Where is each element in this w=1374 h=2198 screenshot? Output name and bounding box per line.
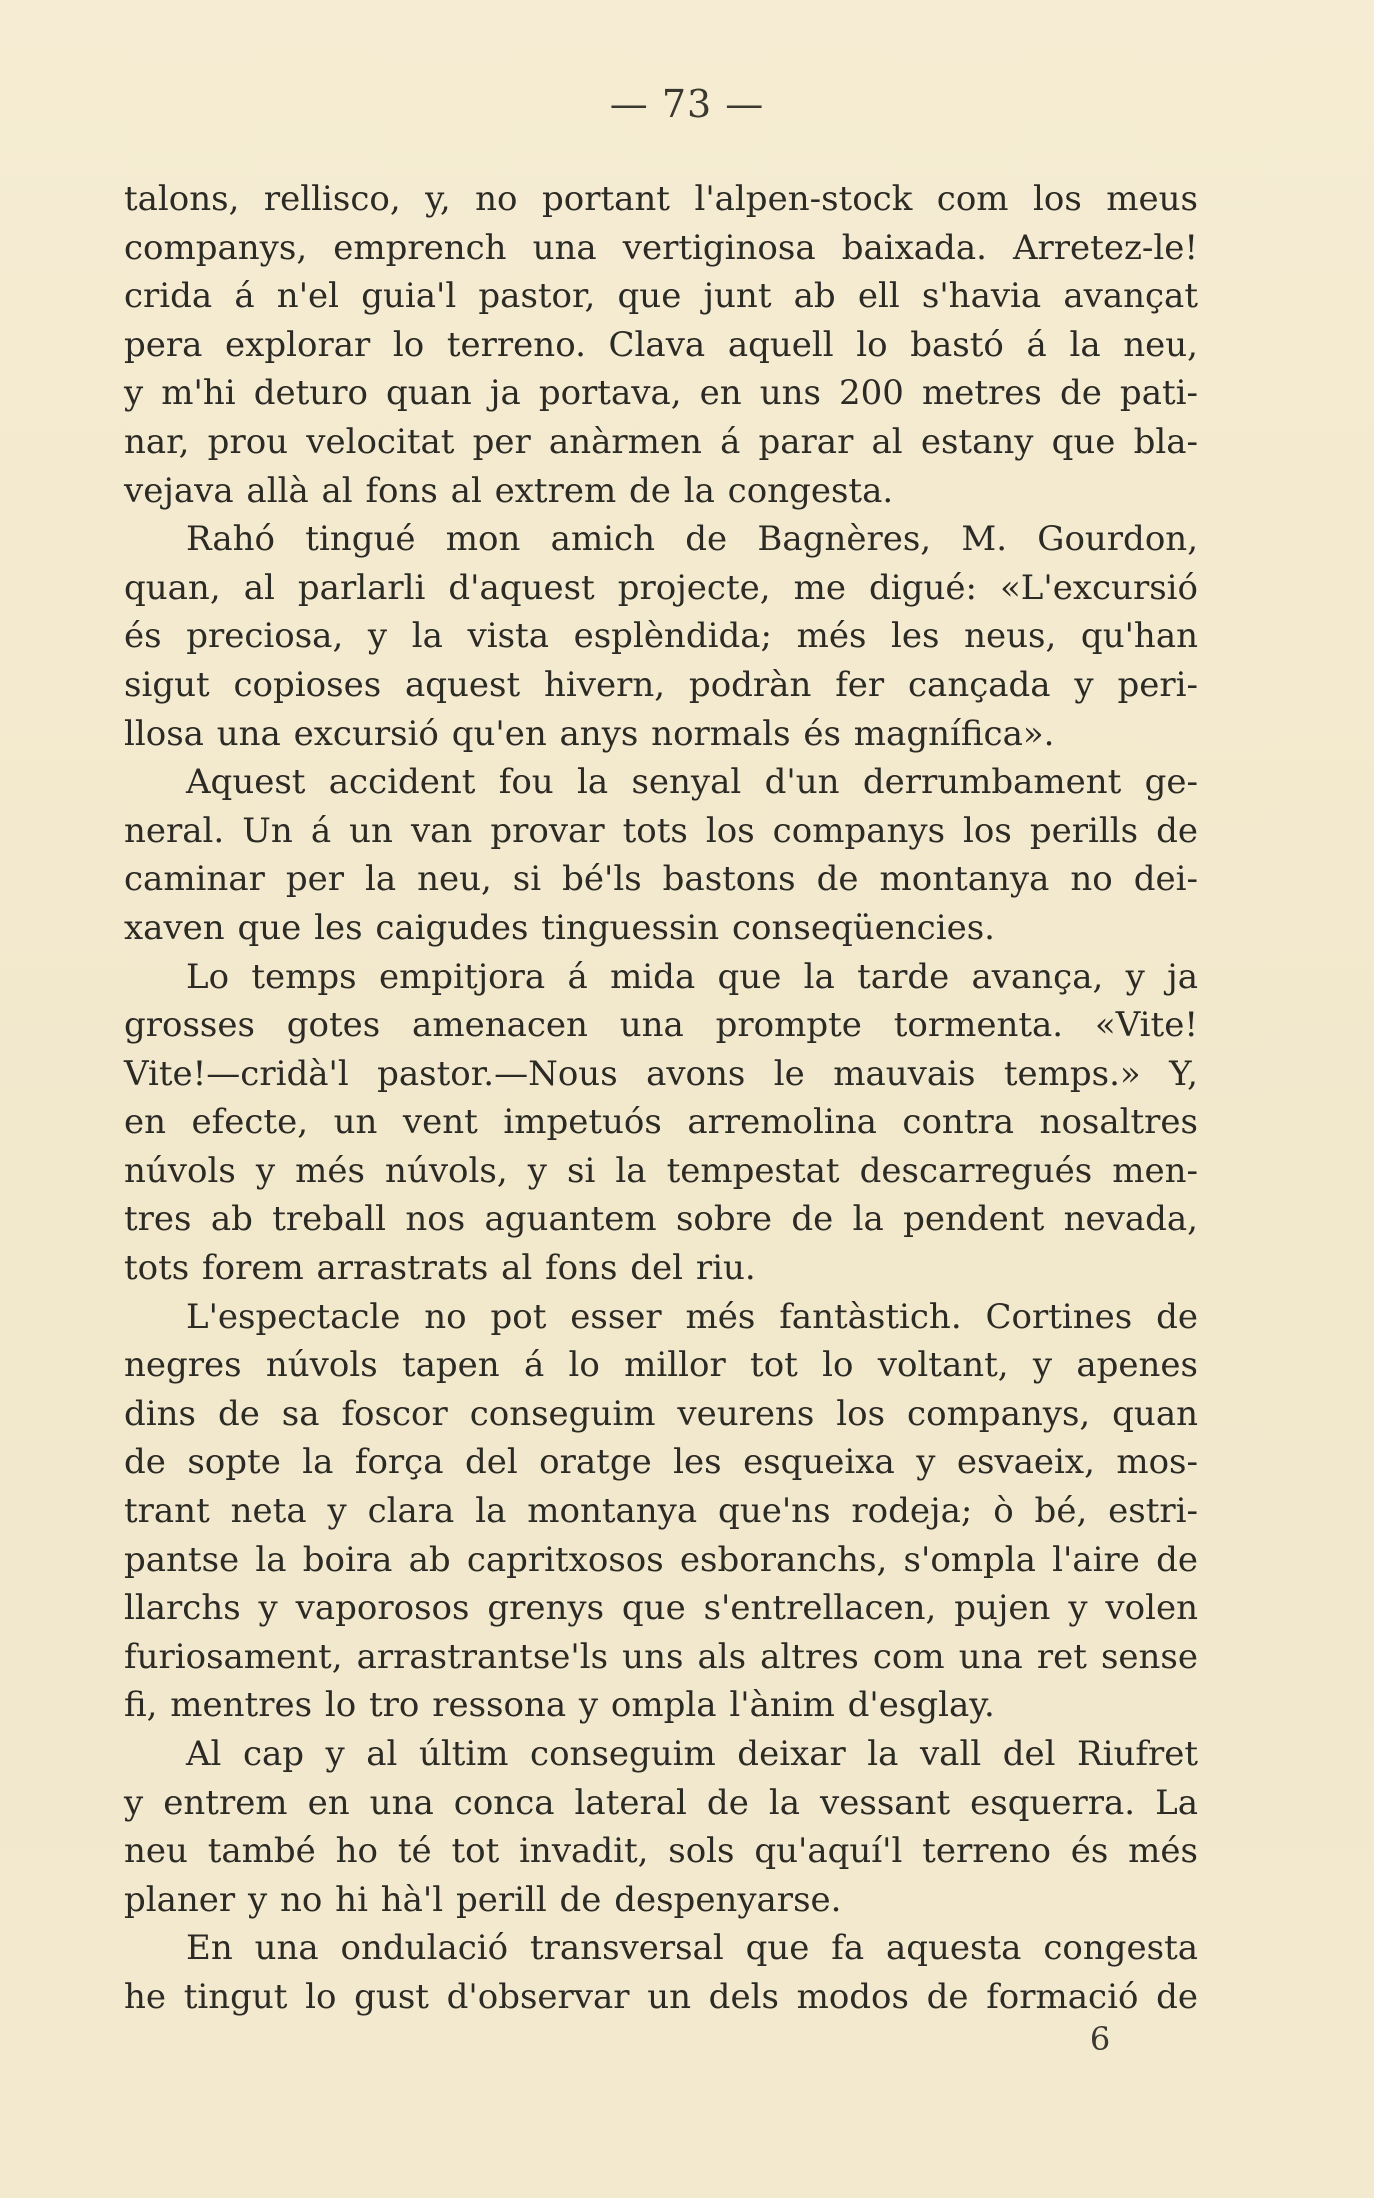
text-line: tots forem arrastrats al fons del riu.	[124, 1248, 756, 1289]
text-line: nar, prou velocitat per anàrmen á parar al estany que bla-	[124, 421, 1198, 462]
text-line: companys, emprench una vertiginosa baixada. Arretez-le!	[124, 227, 1198, 268]
text-line: pera explorar lo terreno. Clava aquell lo bastó á la neu,	[124, 324, 1198, 365]
text-line: talons, rellisco, y, no portant l'alpen-stock com los meus	[124, 179, 1198, 219]
text-line: de sopte la força del oratge les esqueixa y esvaeix, mos-	[124, 1442, 1198, 1483]
text-line: sigut copioses aquest hivern, podràn fer cançada y peri-	[124, 664, 1198, 705]
text-line: furiosament, arrastrantse'ls uns als altres com una ret sense	[124, 1636, 1198, 1677]
text-line: Vite!—cridà'l pastor.—Nous avons le mauvais temps.» Y,	[124, 1053, 1198, 1094]
text-line: caminar per la neu, si bé'ls bastons de montanya no dei-	[124, 859, 1198, 900]
body-text	[124, 175, 1198, 2022]
text-line: quan, al parlarli d'aquest projecte, me digué: «L'excursió	[124, 567, 1198, 608]
text-line: crida á n'el guia'l pastor, que junt ab ell s'havia avançat	[124, 276, 1198, 317]
text-line: L'espectacle no pot esser més fantàstich. Cortines de	[186, 1296, 1198, 1337]
page-number: — 73 —	[609, 82, 765, 126]
text-line: y entrem en una conca lateral de la vessant esquerra. La	[124, 1782, 1198, 1823]
text-line: he tingut lo gust d'observar un dels modos de formació de	[124, 1976, 1198, 2017]
text-line: xaven que les caigudes tinguessin conseqüencies.	[124, 907, 995, 948]
text-line: tres ab treball nos aguantem sobre de la pendent nevada,	[124, 1199, 1198, 1240]
printer-signature: 6	[1089, 2020, 1111, 2058]
text-line: Lo temps empitjora á mida que la tarde avança, y ja	[186, 956, 1198, 997]
text-line: grosses gotes amenacen una prompte tormenta. «Vite!	[124, 1005, 1198, 1046]
text-line: Aquest accident fou la senyal d'un derrumbament ge-	[186, 762, 1198, 803]
text-line: núvols y més núvols, y si la tempestat descarregués men-	[124, 1150, 1198, 1191]
text-line: Rahó tingué mon amich de Bagnères, M. Gourdon,	[186, 519, 1198, 560]
text-line: y m'hi deturo quan ja portava, en uns 200 metres de pati-	[124, 373, 1198, 414]
text-line: planer y no hi hà'l perill de despenyarse.	[124, 1879, 842, 1920]
text-line: vejava allà al fons al extrem de la congesta.	[124, 470, 894, 511]
text-line: En una ondulació transversal que fa aquesta congesta	[186, 1928, 1198, 1969]
text-line: pantse la boira ab capritxosos esboranchs, s'ompla l'aire de	[124, 1539, 1198, 1580]
text-line: fi, mentres lo tro ressona y ompla l'ànim d'esglay.	[124, 1685, 995, 1726]
text-line: és preciosa, y la vista esplèndida; més les neus, qu'han	[124, 616, 1198, 657]
text-line: trant neta y clara la montanya que'ns rodeja; ò bé, estri-	[124, 1491, 1198, 1532]
text-line: llarchs y vaporosos grenys que s'entrellacen, pujen y volen	[124, 1588, 1198, 1629]
text-line: neral. Un á un van provar tots los companys los perills de	[124, 810, 1198, 851]
text-line: en efecte, un vent impetuós arremolina contra nosaltres	[124, 1102, 1198, 1143]
text-line: dins de sa foscor conseguim veurens los companys, quan	[124, 1393, 1198, 1434]
text-line: negres núvols tapen á lo millor tot lo voltant, y apenes	[124, 1345, 1198, 1386]
text-line: Al cap y al últim conseguim deixar la vall del Riufret	[186, 1734, 1198, 1774]
text-line: neu també ho té tot invadit, sols qu'aquí'l terreno és més	[124, 1831, 1198, 1872]
text-line: llosa una excursió qu'en anys normals és magnífica».	[124, 713, 1055, 754]
